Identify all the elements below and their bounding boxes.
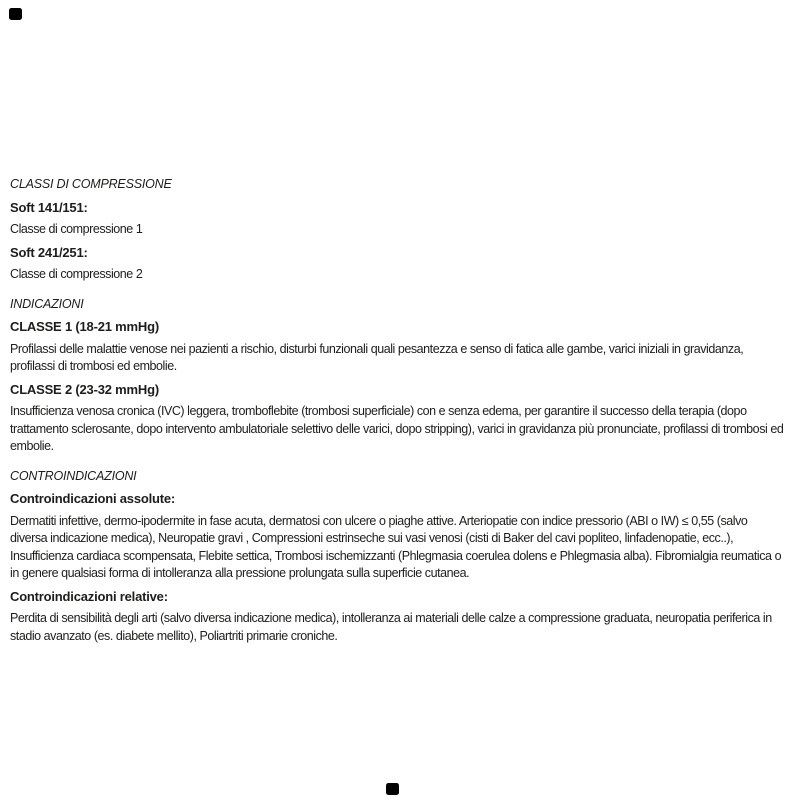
compression-class-1-label: Classe di compressione 1 [10, 222, 143, 236]
paragraph-classe-1-indications: Profilassi delle malattie venose nei pazienti a rischio, disturbi funzionali quali pesantezza e senso di fatica alle gambe, varici iniziali in gravidanza, profilassi di trombosi ed embolie. [10, 341, 744, 373]
paragraph-classe-2-indications: Insufficienza venosa cronica (IVC) leggera, tromboflebite (trombosi superficiale) con e senza edema, per garantire il successo della terapia (dopo trattamento sclerosante, dopo intervento ambulatoriale selettivo delle varici, dopo stripping), varici in gravidanza più pronunciate, profilassi di trombosi ed embolie. [10, 404, 784, 453]
section-header-classi-di-compressione: CLASSI DI COMPRESSIONE [10, 177, 172, 191]
paragraph-absolute-contraindications: Dermatiti infettive, dermo-ipodermite in fase acuta, dermatosi con ulcere o piaghe attive. Arteriopatie con indice pressorio (ABI o IW) ≤ 0,55 (salvo diversa indicazione medica), Neuropatie gravi , Compressioni estrinseche sui vasi venosi (cisti di Baker del cavi popliteo, linfadenopatie, ecc..), Insufficienza cardiaca scompensata, Flebite settica, Trombosi ischemizzanti (Phlegmasia coerulea dolens e Phlegmasia alba). Fibromialgia reumatica o in genere qualsiasi forma di intolleranza alla pressione prolungata sulla superficie cutanea. [10, 513, 782, 580]
section-header-controindicazioni: CONTROINDICAZIONI [10, 468, 137, 483]
subheading-soft-141-151: Soft 141/151: [10, 199, 88, 215]
black-square-marker-top-left [9, 8, 22, 20]
product-information-text [10, 164, 786, 650]
subheading-classe-2-mmhg: CLASSE 2 (23-32 mmHg) [10, 381, 159, 397]
subheading-controindicazioni-assolute: Controindicazioni assolute: [10, 491, 176, 506]
black-square-marker-bottom-center [386, 783, 399, 795]
subheading-soft-241-251: Soft 241/251: [10, 244, 88, 260]
paragraph-relative-contraindications: Perdita di sensibilità degli arti (salvo diversa indicazione medica), intolleranza ai materiali delle calze a compressione graduata, neuropatia periferica in stadio avanzato (es. diabete mellito), Poliartriti primarie croniche. [10, 611, 772, 643]
subheading-classe-1-mmhg: CLASSE 1 (18-21 mmHg) [10, 319, 159, 334]
compression-class-2-label: Classe di compressione 2 [10, 267, 143, 281]
subheading-controindicazioni-relative: Controindicazioni relative: [10, 588, 168, 604]
section-header-indicazioni: INDICAZIONI [10, 296, 84, 311]
